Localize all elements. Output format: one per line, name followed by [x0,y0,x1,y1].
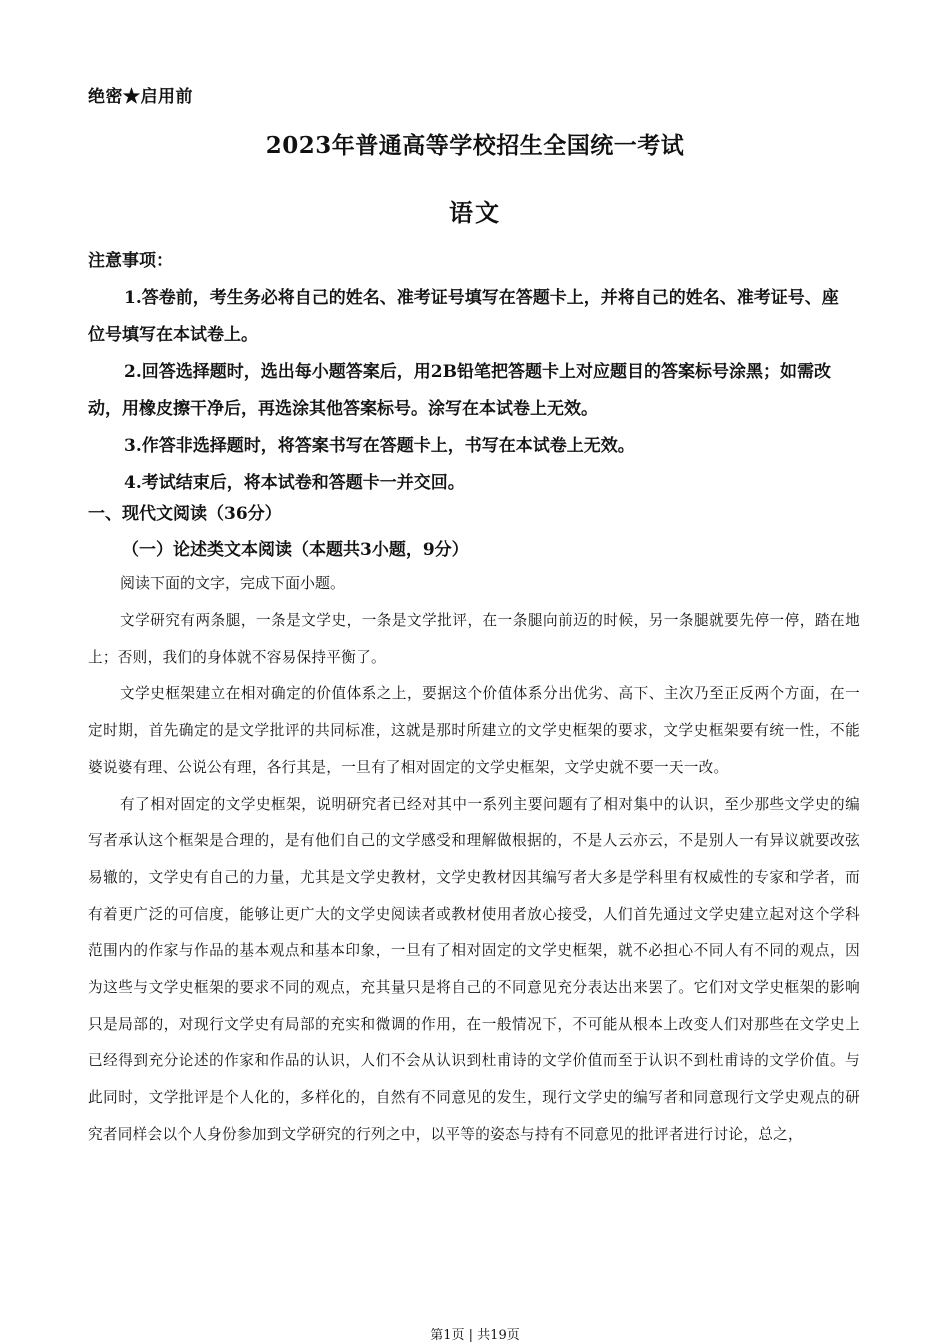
passage-paragraph: 文学研究有两条腿，一条是文学史，一条是文学批评，在一条腿向前迈的时候，另一条腿就要先停一停，踏在地上；否则，我们的身体就不容易保持平衡了。 [88,612,860,666]
passage-paragraph: 文学史框架建立在相对确定的价值体系之上，要据这个价值体系分出优劣、高下、主次乃至正反两个方面，在一定时期，首先确定的是文学批评的共同标准，这就是那时所建立的文学史框架的要求，文学史框架要有统一性，不能婆说婆有理、公说公有理，各行其是，一旦有了相对固定的文学史框架，文学史就不要一天一改。 [88,685,860,776]
passage-paragraph: 有了相对固定的文学史框架，说明研究者已经对其中一系列主要问题有了相对集中的认识，至少那些文学史的编写者承认这个框架是合理的，是有他们自己的文学感受和理解做根据的，不是人云亦云，不是别人一有异议就要改弦易辙的，文学史有自己的力量，尤其是文学史教材，文学史教材因其编写者大多是学科里有权威性的专家和学者，而有着更广泛的可信度，能够让更广大的文学史阅读者或教材使用者放心接受，人们首先通过文学史建立起对这个学科范围内的作家与作品的基本观点和基本印象，一旦有了相对固定的文学史框架，就不必担心不同人有不同的观点，因为这些与文学史框架的要求不同的观点，充其量只是将自己的不同意见充分表达出来罢了。它们对文学史框架的影响只是局部的，对现行文学史有局部的充实和微调的作用，在一般情况下，不可能从根本上改变人们对那些在文学史上已经得到充分论述的作家和作品的认识，人们不会从认识到杜甫诗的文学价值而至于认识不到杜甫诗的文学价值。与此同时，文学批评是个人化的，多样化的，自然有不同意见的发生，现行文学史的编写者和同意现行文学史观点的研究者同样会以个人身份参加到文学研究的行列之中，以平等的姿态与持有不同意见的批评者进行讨论，总之， [88,795,860,1143]
notices-list [88,280,853,502]
section-title: 一、现代文阅读（36分） [88,504,282,524]
subject-title: 语文 [449,198,501,227]
notice-item: 4.考试结束后，将本试卷和答题卡一并交回。 [124,473,465,493]
notice-item: 2.回答选择题时，选出每小题答案后，用2B铅笔把答题卡上对应题目的答案标号涂黑；如需改动，用橡皮擦干净后，再选涂其他答案标号。涂写在本试卷上无效。 [88,362,831,419]
confidential-mark: 绝密★启用前 [88,87,193,107]
page-footer: 第1页 | 共19页 [430,1328,520,1343]
notice-item: 3.作答非选择题时，将答案书写在答题卡上，书写在本试卷上无效。 [124,436,635,456]
subsection-title: （一）论述类文本阅读（本题共3小题，9分） [122,540,469,560]
reading-passage [88,603,860,1154]
reading-instruction: 阅读下面的文字，完成下面小题。 [120,574,346,592]
notice-item: 1.答卷前，考生务必将自己的姓名、准考证号填写在答题卡上，并将自己的姓名、准考证号、座位号填写在本试卷上。 [88,288,839,345]
exam-title: 2023年普通高等学校招生全国统一考试 [265,132,685,159]
notices-heading: 注意事项： [88,251,173,271]
